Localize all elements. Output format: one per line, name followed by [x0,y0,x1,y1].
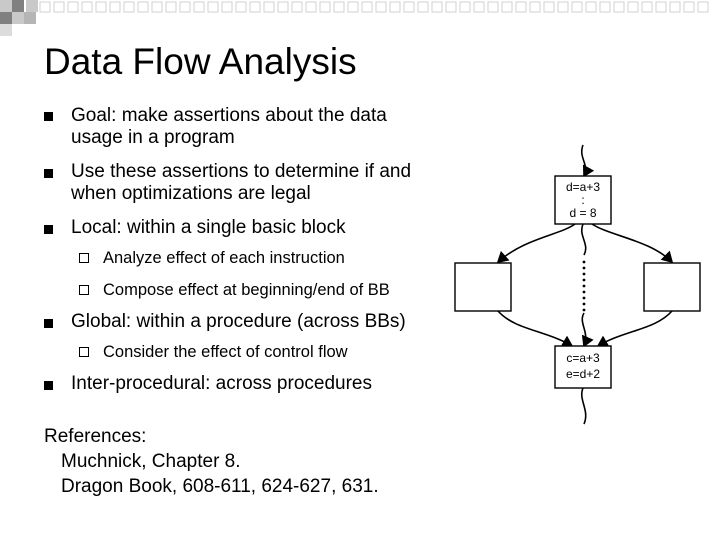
bb-bottom-line1: c=a+3 [566,351,600,365]
bullet-global: Global: within a procedure (across BBs) [71,311,406,332]
dotted-path [583,261,586,312]
bullet-use-line2: when optimizations are legal [71,183,311,204]
bb-bottom-line2: e=d+2 [565,367,601,381]
edge-right-to-bottom [598,311,672,346]
bb-top-dots: : [581,193,585,207]
corner-decoration [0,0,720,40]
bullet-goal-line2: usage in a program [71,127,235,148]
bullet-square-icon [44,169,53,178]
bullet-goal-line1: Goal: make assertions about the data [71,105,387,126]
references [44,424,379,499]
edge-outgoing [582,388,586,424]
sub-bullet-box-icon [79,347,89,357]
sub-bullet-box-icon [79,285,89,295]
control-flow-diagram [440,140,720,470]
edge-middle-down [582,313,585,346]
page-title: Data Flow Analysis [44,41,357,82]
edge-top-to-right [592,224,672,262]
bb-top-line1: d=a+3 [565,180,601,194]
bullet-local: Local: within a single basic block [71,217,346,238]
sub-item-analyze: Analyze effect of each instruction [103,249,345,267]
sub-item-compose: Compose effect at beginning/end of BB [103,281,390,299]
bullet-square-icon [44,112,53,121]
reference-item: Muchnick, Chapter 8. [61,451,241,472]
edge-left-to-bottom [498,311,572,346]
bullet-use-line1: Use these assertions to determine if and [71,161,412,182]
sub-item-control-flow: Consider the effect of control flow [103,343,348,361]
references-heading: References: [44,426,147,447]
bullet-interprocedural: Inter-procedural: across procedures [71,373,372,394]
edge-incoming [582,145,586,176]
sub-bullet-box-icon [79,253,89,263]
bullet-square-icon [44,319,53,328]
bullet-square-icon [44,381,53,390]
edge-top-down [582,224,586,255]
basic-block-left [455,263,511,311]
bb-top-line3: d = 8 [569,206,597,220]
reference-item: Dragon Book, 608-611, 624-627, 631. [61,476,379,497]
basic-block-right [644,263,700,311]
bullet-square-icon [44,225,53,234]
edge-top-to-left [498,224,575,262]
